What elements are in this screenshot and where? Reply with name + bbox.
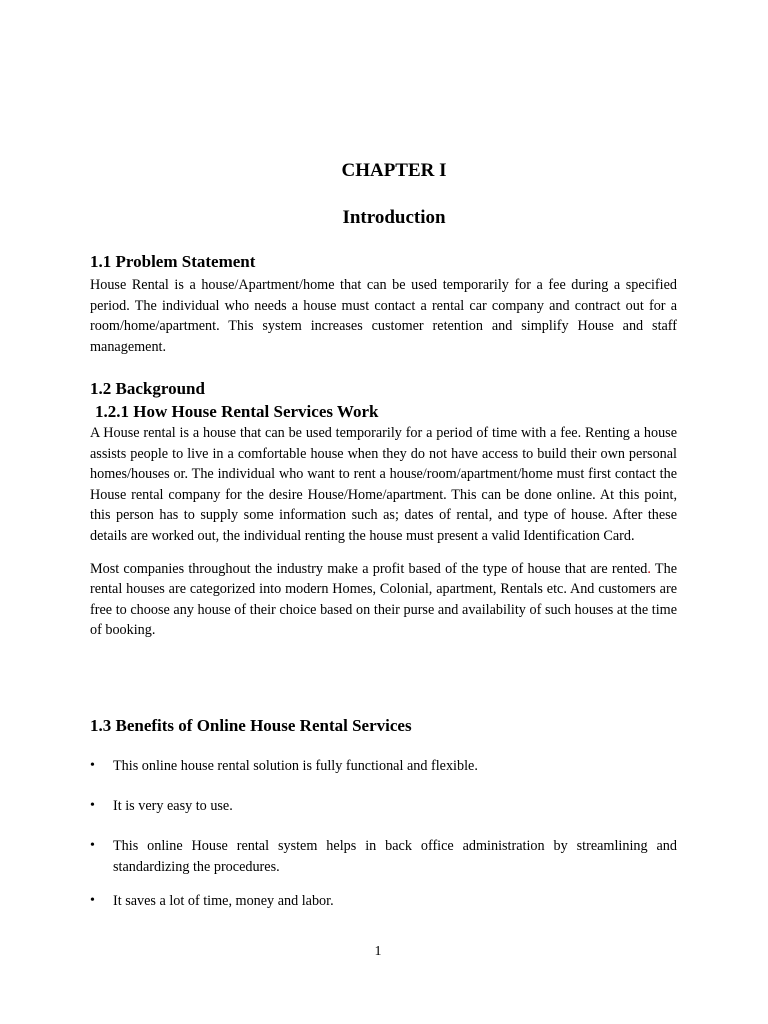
page-number: 1 [374,944,382,959]
problem-paragraph: House Rental is a house/Apartment/home that can be used temporarily for a fee during a specified period. The individual who needs a house must contact a rental car company and contract out for a room/home/apartment. This system increases customer retention and simplify House and staff management. [90,277,677,355]
list-item [90,891,677,912]
section-heading-problem: 1.1 Problem Statement [90,252,256,271]
bullet-icon: • [90,838,95,853]
benefits-list [90,756,677,777]
background-paragraph-2-rest: The rental houses are categorized into modern Homes, Colonial, apartment, Rentals etc. And customers are free to choose any house of their choice based on their purse and availability of such houses at the time of booking. [90,560,677,639]
list-item-text: It is very easy to use. [113,798,233,814]
subsection-heading-how-it-works: 1.2.1 How House Rental Services Work [95,402,379,421]
list-item-text: This online House rental system helps in back office administration by streamlining and standardizing the procedures. [113,838,677,875]
list-item [90,836,677,877]
background-paragraph-2 [90,559,677,641]
chapter-title: CHAPTER I [341,160,447,181]
section-heading-background: 1.2 Background [90,379,205,398]
benefits-list [90,891,677,912]
section-benefits [90,715,677,737]
section-background [90,378,677,641]
background-paragraph-2-main: Most companies throughout the industry make a profit based of the type of house that are rented [90,560,648,577]
benefits-list [90,796,677,817]
bullet-icon: • [90,758,95,773]
bullet-icon: • [90,798,95,813]
bullet-icon: • [90,893,95,908]
list-item [90,756,677,777]
chapter-subtitle: Introduction [342,207,446,228]
background-paragraph-2-period: . [647,560,651,577]
list-item [90,796,677,817]
benefits-list [90,836,677,877]
background-paragraph-1: A House rental is a house that can be used temporarily for a period of time with a fee. Renting a house assists people to live in a comfortable house when they do not have access to build their own personal homes/houses or. The individual who want to rent a house/room/apartment/home must first contact the House rental company for the desire House/Home/apartment. This can be done online. At this point, this person has to supply some information such as; dates of rental, and type of house. After these details are worked out, the individual renting the house must present a valid Identification Card. [90,425,677,544]
list-item-text: It saves a lot of time, money and labor. [113,893,334,909]
list-item-text: This online house rental solution is fully functional and flexible. [113,758,478,774]
section-heading-benefits: 1.3 Benefits of Online House Rental Services [90,716,412,735]
section-problem-statement [90,251,677,357]
